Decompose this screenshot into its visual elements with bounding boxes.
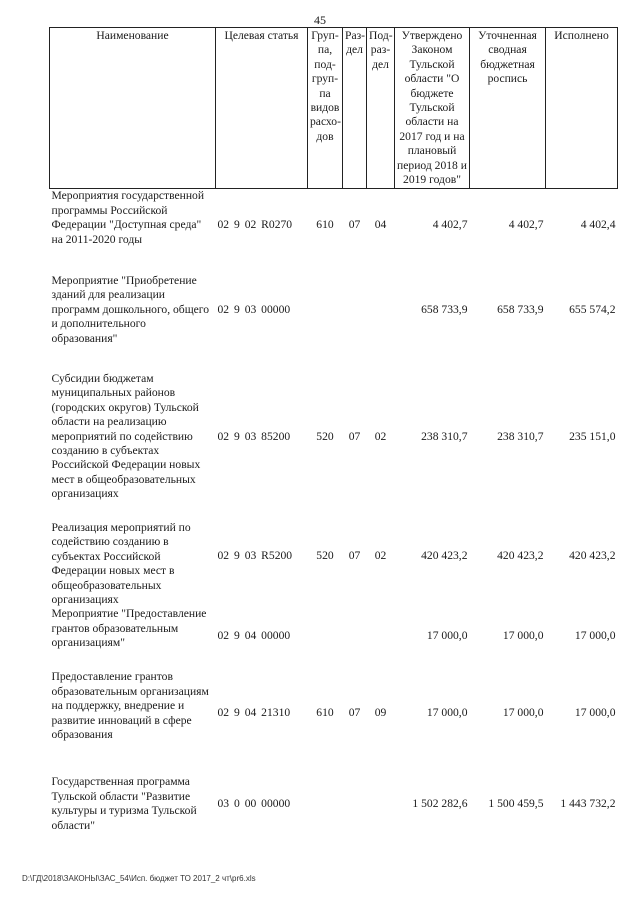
row-section: 07 — [348, 706, 361, 720]
file-path-footer: D:\ГД\2018\ЗАКОНЫ\ЗАС_54\Исп. бюджет ТО 2017_2 чт\pr6.xls — [22, 874, 256, 883]
row-section: 07 — [348, 429, 361, 443]
row-subsection: 09 — [374, 706, 387, 720]
row-group: 610 — [316, 706, 334, 720]
row-code: 02 9 03 R5200 — [217, 548, 293, 562]
table-row — [50, 513, 618, 607]
header-subsection: Под-раз-дел — [367, 28, 395, 189]
row-refined: 658 733,9 — [497, 302, 544, 316]
row-group: 520 — [316, 548, 334, 562]
row-subsection: 04 — [374, 218, 387, 232]
row-subsection — [367, 607, 395, 670]
row-executed: 17 000,0 — [574, 629, 616, 643]
row-name: Реализация мероприятий по содействию созданию в субъектах Российской Федерации новых мест в общеобразовательных организациях — [51, 520, 191, 606]
row-executed: 1 443 732,2 — [560, 797, 616, 811]
row-name: Субсидии бюджетам муниципальных районов (городских округов) Тульской области на реализацию мероприятий по содействию созданию в субъектах Российской Федерации новых мест в общеобразовательных организациях — [51, 371, 201, 501]
header-target: Целевая статья — [216, 28, 308, 189]
row-code: 03 0 00 00000 — [217, 797, 291, 811]
table-row — [50, 775, 618, 835]
row-subsection — [367, 264, 395, 364]
row-approved: 238 310,7 — [421, 429, 468, 443]
row-subsection — [367, 775, 395, 835]
header-group: Груп-па, под-груп-па видов расхо-дов — [308, 28, 343, 189]
table-row — [50, 670, 618, 775]
row-name: Государственная программа Тульской области "Развитие культуры и туризма Тульской области" — [51, 775, 197, 832]
row-approved: 420 423,2 — [421, 548, 468, 562]
table-row — [50, 189, 618, 264]
row-subsection: 02 — [374, 548, 387, 562]
table-row — [50, 607, 618, 670]
row-section — [343, 264, 367, 364]
table-row — [50, 264, 618, 364]
row-group — [308, 775, 343, 835]
row-name: Мероприятие "Предоставление грантов образовательным организациям" — [51, 607, 207, 650]
row-approved: 1 502 282,6 — [412, 797, 468, 811]
row-group — [308, 607, 343, 670]
row-subsection: 02 — [374, 429, 387, 443]
table-row — [50, 364, 618, 513]
row-approved: 658 733,9 — [421, 302, 468, 316]
row-section — [343, 775, 367, 835]
row-refined: 1 500 459,5 — [488, 797, 544, 811]
row-executed: 420 423,2 — [569, 548, 616, 562]
row-executed: 4 402,4 — [580, 218, 616, 232]
row-refined: 17 000,0 — [502, 629, 544, 643]
row-name: Предоставление грантов образовательным организациям на поддержку, внедрение и развитие инноваций в сфере образования — [51, 670, 209, 742]
row-executed: 655 574,2 — [569, 302, 616, 316]
row-section: 07 — [348, 548, 361, 562]
row-name: Мероприятие "Приобретение зданий для реализации программ дошкольного, общего и дополнительного образования" — [51, 273, 210, 345]
row-group — [308, 264, 343, 364]
row-refined: 4 402,7 — [508, 218, 544, 232]
row-group: 520 — [316, 429, 334, 443]
row-refined: 420 423,2 — [497, 548, 544, 562]
page-number: 45 — [314, 13, 326, 27]
row-code: 02 9 03 00000 — [217, 302, 291, 316]
row-code: 02 9 04 00000 — [217, 629, 291, 643]
row-approved: 17 000,0 — [426, 629, 468, 643]
row-section: 07 — [348, 218, 361, 232]
header-refined: Уточненная сводная бюджетная роспись — [470, 28, 546, 189]
budget-table — [49, 27, 618, 835]
header-section: Раз-дел — [343, 28, 367, 189]
row-approved: 17 000,0 — [426, 706, 468, 720]
header-executed: Исполнено — [546, 28, 618, 189]
table-header-row — [50, 28, 618, 189]
header-approved: Утверждено Законом Тульской области "О бюджете Тульской области на 2017 год и на плановый период 2018 и 2019 годов" — [395, 28, 470, 189]
row-refined: 17 000,0 — [502, 706, 544, 720]
row-code: 02 9 04 21310 — [217, 706, 291, 720]
row-group: 610 — [316, 218, 334, 232]
row-code: 02 9 03 85200 — [217, 429, 291, 443]
row-refined: 238 310,7 — [497, 429, 544, 443]
row-approved: 4 402,7 — [432, 218, 468, 232]
row-executed: 17 000,0 — [574, 706, 616, 720]
row-code: 02 9 02 R0270 — [217, 218, 293, 232]
header-name: Наименование — [50, 28, 216, 189]
row-executed: 235 151,0 — [569, 429, 616, 443]
row-section — [343, 607, 367, 670]
row-name: Мероприятия государственной программы Российской Федерации "Доступная среда" на 2011-2020 годы — [51, 189, 205, 246]
